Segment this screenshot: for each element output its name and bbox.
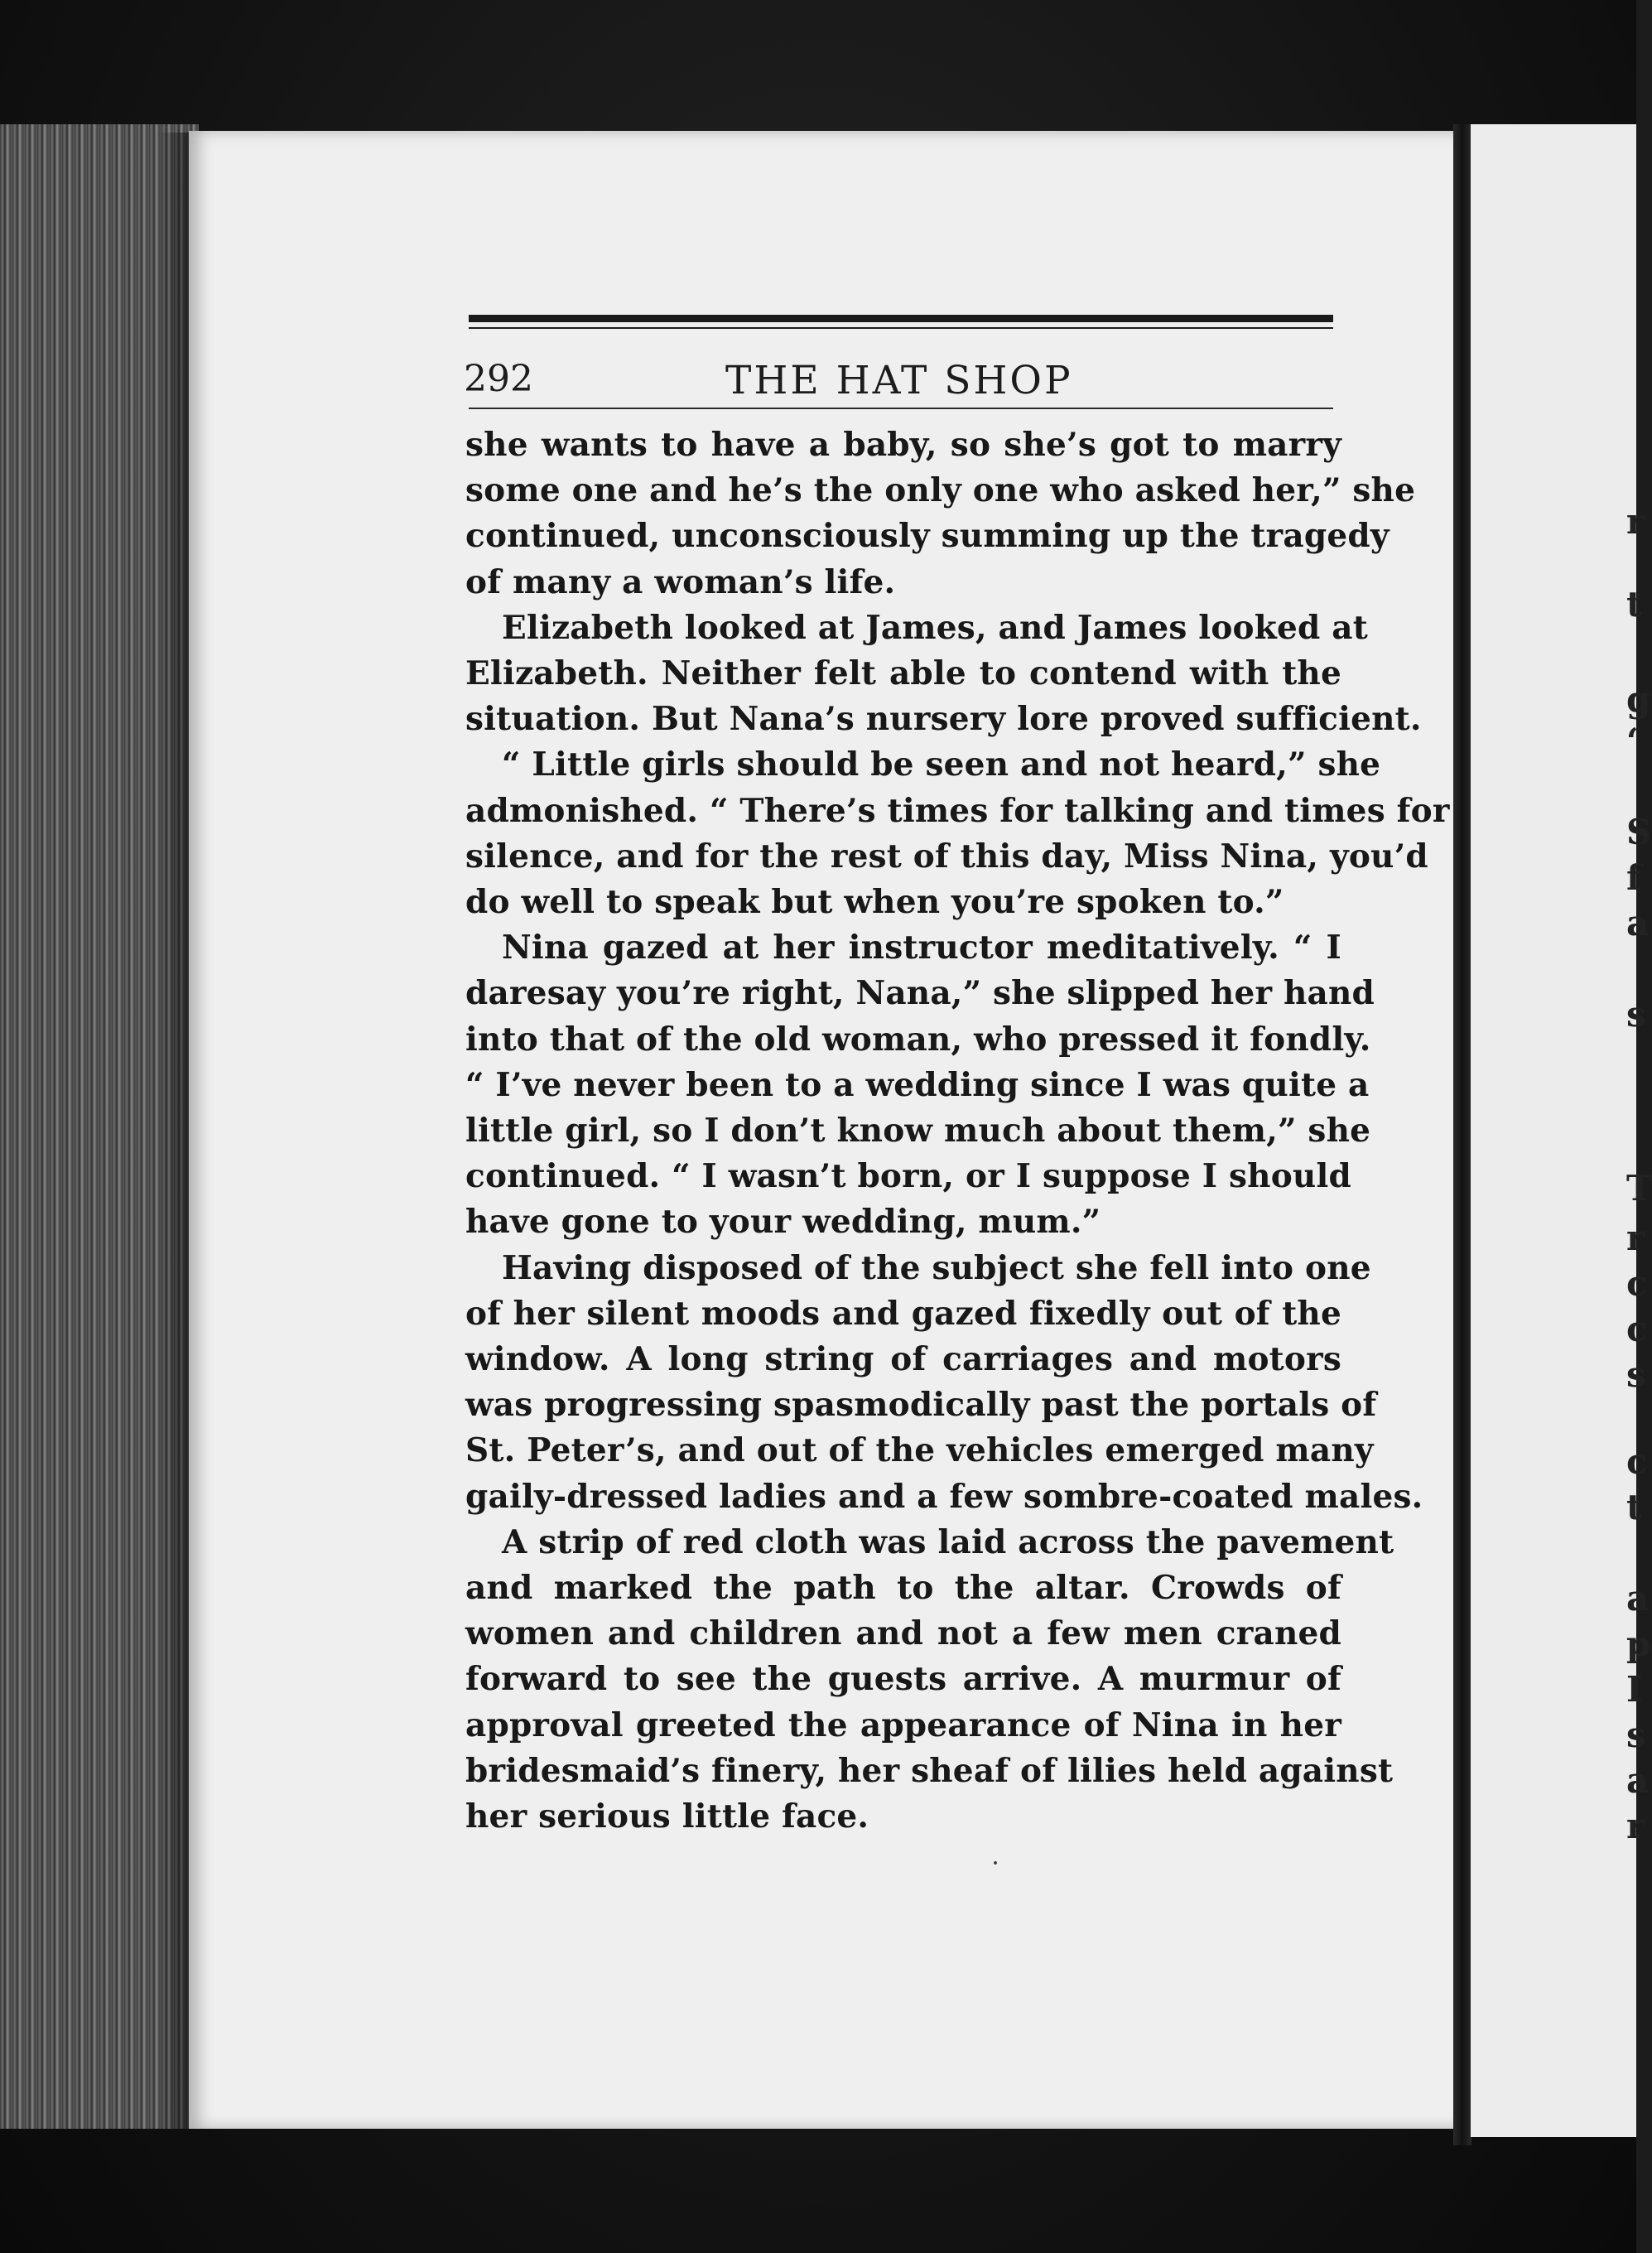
facing-page-fragment: c [1626,1441,1648,1482]
text-line: little girl, so I don’t know much about them,” she [465,1112,1371,1151]
header-rule-thin [469,327,1333,329]
text-line: admonished. “ There’s times for talking and times for [465,791,1450,830]
facing-page-fragment: a [1626,903,1650,943]
text-line: daresay you’re right, Nana,” she slipped her hand [465,974,1375,1013]
body-text [465,422,1450,1840]
header-underline [469,408,1333,409]
text-line: approval greeted the appearance of Nina in her [465,1705,1341,1744]
text-line: do well to speak but when you’re spoken to.” [465,883,1284,922]
text-line: of her silent moods and gazed fixedly out of the [465,1294,1341,1333]
facing-page-fragment: c [1626,1309,1648,1349]
text-line: “ Little girls should be seen and not heard,” she [502,745,1381,784]
text-line: women and children and not a few men craned [465,1614,1341,1653]
facing-page-fragment: a [1626,1760,1650,1801]
facing-page-fragment: I [1626,1669,1643,1710]
paragraph [465,742,1450,925]
facing-page [1471,124,1636,2137]
text-line: situation. But Nana’s nursery lore proved sufficient. [465,700,1422,739]
text-line: some one and he’s the only one who asked her,” she [465,471,1416,510]
text-line: forward to see the guests arrive. A murmur of [465,1660,1341,1699]
page-header [464,358,1335,404]
paragraph [465,1246,1423,1520]
text-line: Having disposed of the subject she fell into one [502,1248,1371,1287]
text-line: continued. “ I wasn’t born, or I suppose I should [465,1157,1351,1196]
facing-page-fragment: p [1626,1623,1651,1664]
facing-page-fragment: r [1626,501,1645,542]
facing-page-fragment: f [1626,857,1642,898]
facing-page-fragment: s [1626,1354,1646,1395]
text-line: was progressing spasmodically past the portals of [465,1386,1377,1425]
header-rule-thick [469,315,1333,322]
facing-page-fragment: r [1626,1806,1645,1846]
facing-page-fragment: g [1626,679,1651,720]
book-gutter [1453,124,1471,2145]
paragraph [465,1520,1394,1840]
page-edge-shadow [157,133,190,2129]
text-line: silence, and for the rest of this day, Miss Nina, you’d [465,837,1428,876]
facing-page-fragment: S [1626,812,1652,852]
text-line: Elizabeth. Neither felt able to contend with the [465,654,1341,693]
text-line: “ I’ve never been to a wedding since I was quite a [465,1065,1370,1104]
facing-page-fragment: a [1626,1578,1650,1619]
text-line: she wants to have a baby, so she’s got to marry [465,426,1341,464]
running-title: THE HAT SHOP [725,358,1073,403]
facing-page-fragment: c [1626,1263,1648,1304]
ink-speck [994,1861,997,1865]
paragraph [465,605,1422,743]
facing-page-fragment: r [1626,1218,1645,1258]
text-line: window. A long string of carriages and motors [465,1340,1341,1379]
text-line: into that of the old woman, who pressed it fondly. [465,1020,1371,1059]
text-line: have gone to your wedding, mum.” [465,1203,1101,1242]
facing-page-fragment: s [1626,994,1646,1035]
facing-page-fragment: s [1626,1715,1646,1755]
text-line: her serious little face. [465,1797,869,1836]
facing-page-fragment: t [1626,584,1643,625]
text-line: gaily-dressed ladies and a few sombre-coated males. [465,1477,1423,1516]
facing-page-fragment: ‘ [1626,721,1639,761]
text-line: St. Peter’s, and out of the vehicles emerged many [465,1431,1374,1470]
facing-page-fragment: T [1626,1168,1652,1209]
facing-page-fragment: t [1626,1487,1643,1527]
text-line: bridesmaid’s finery, her sheaf of lilies held against [465,1751,1394,1790]
page-number: 292 [464,358,533,400]
text-line: of many a woman’s life. [465,562,896,601]
paragraph [465,925,1375,1245]
text-line: and marked the path to the altar. Crowds of [465,1569,1341,1608]
text-line: continued, unconsciously summing up the tragedy [465,517,1390,556]
text-line: A strip of red cloth was laid across the pavement [502,1522,1394,1561]
text-line: Elizabeth looked at James, and James looked at [502,608,1368,647]
paragraph [465,422,1416,605]
text-line: Nina gazed at her instructor meditatively. “ I [502,929,1341,967]
